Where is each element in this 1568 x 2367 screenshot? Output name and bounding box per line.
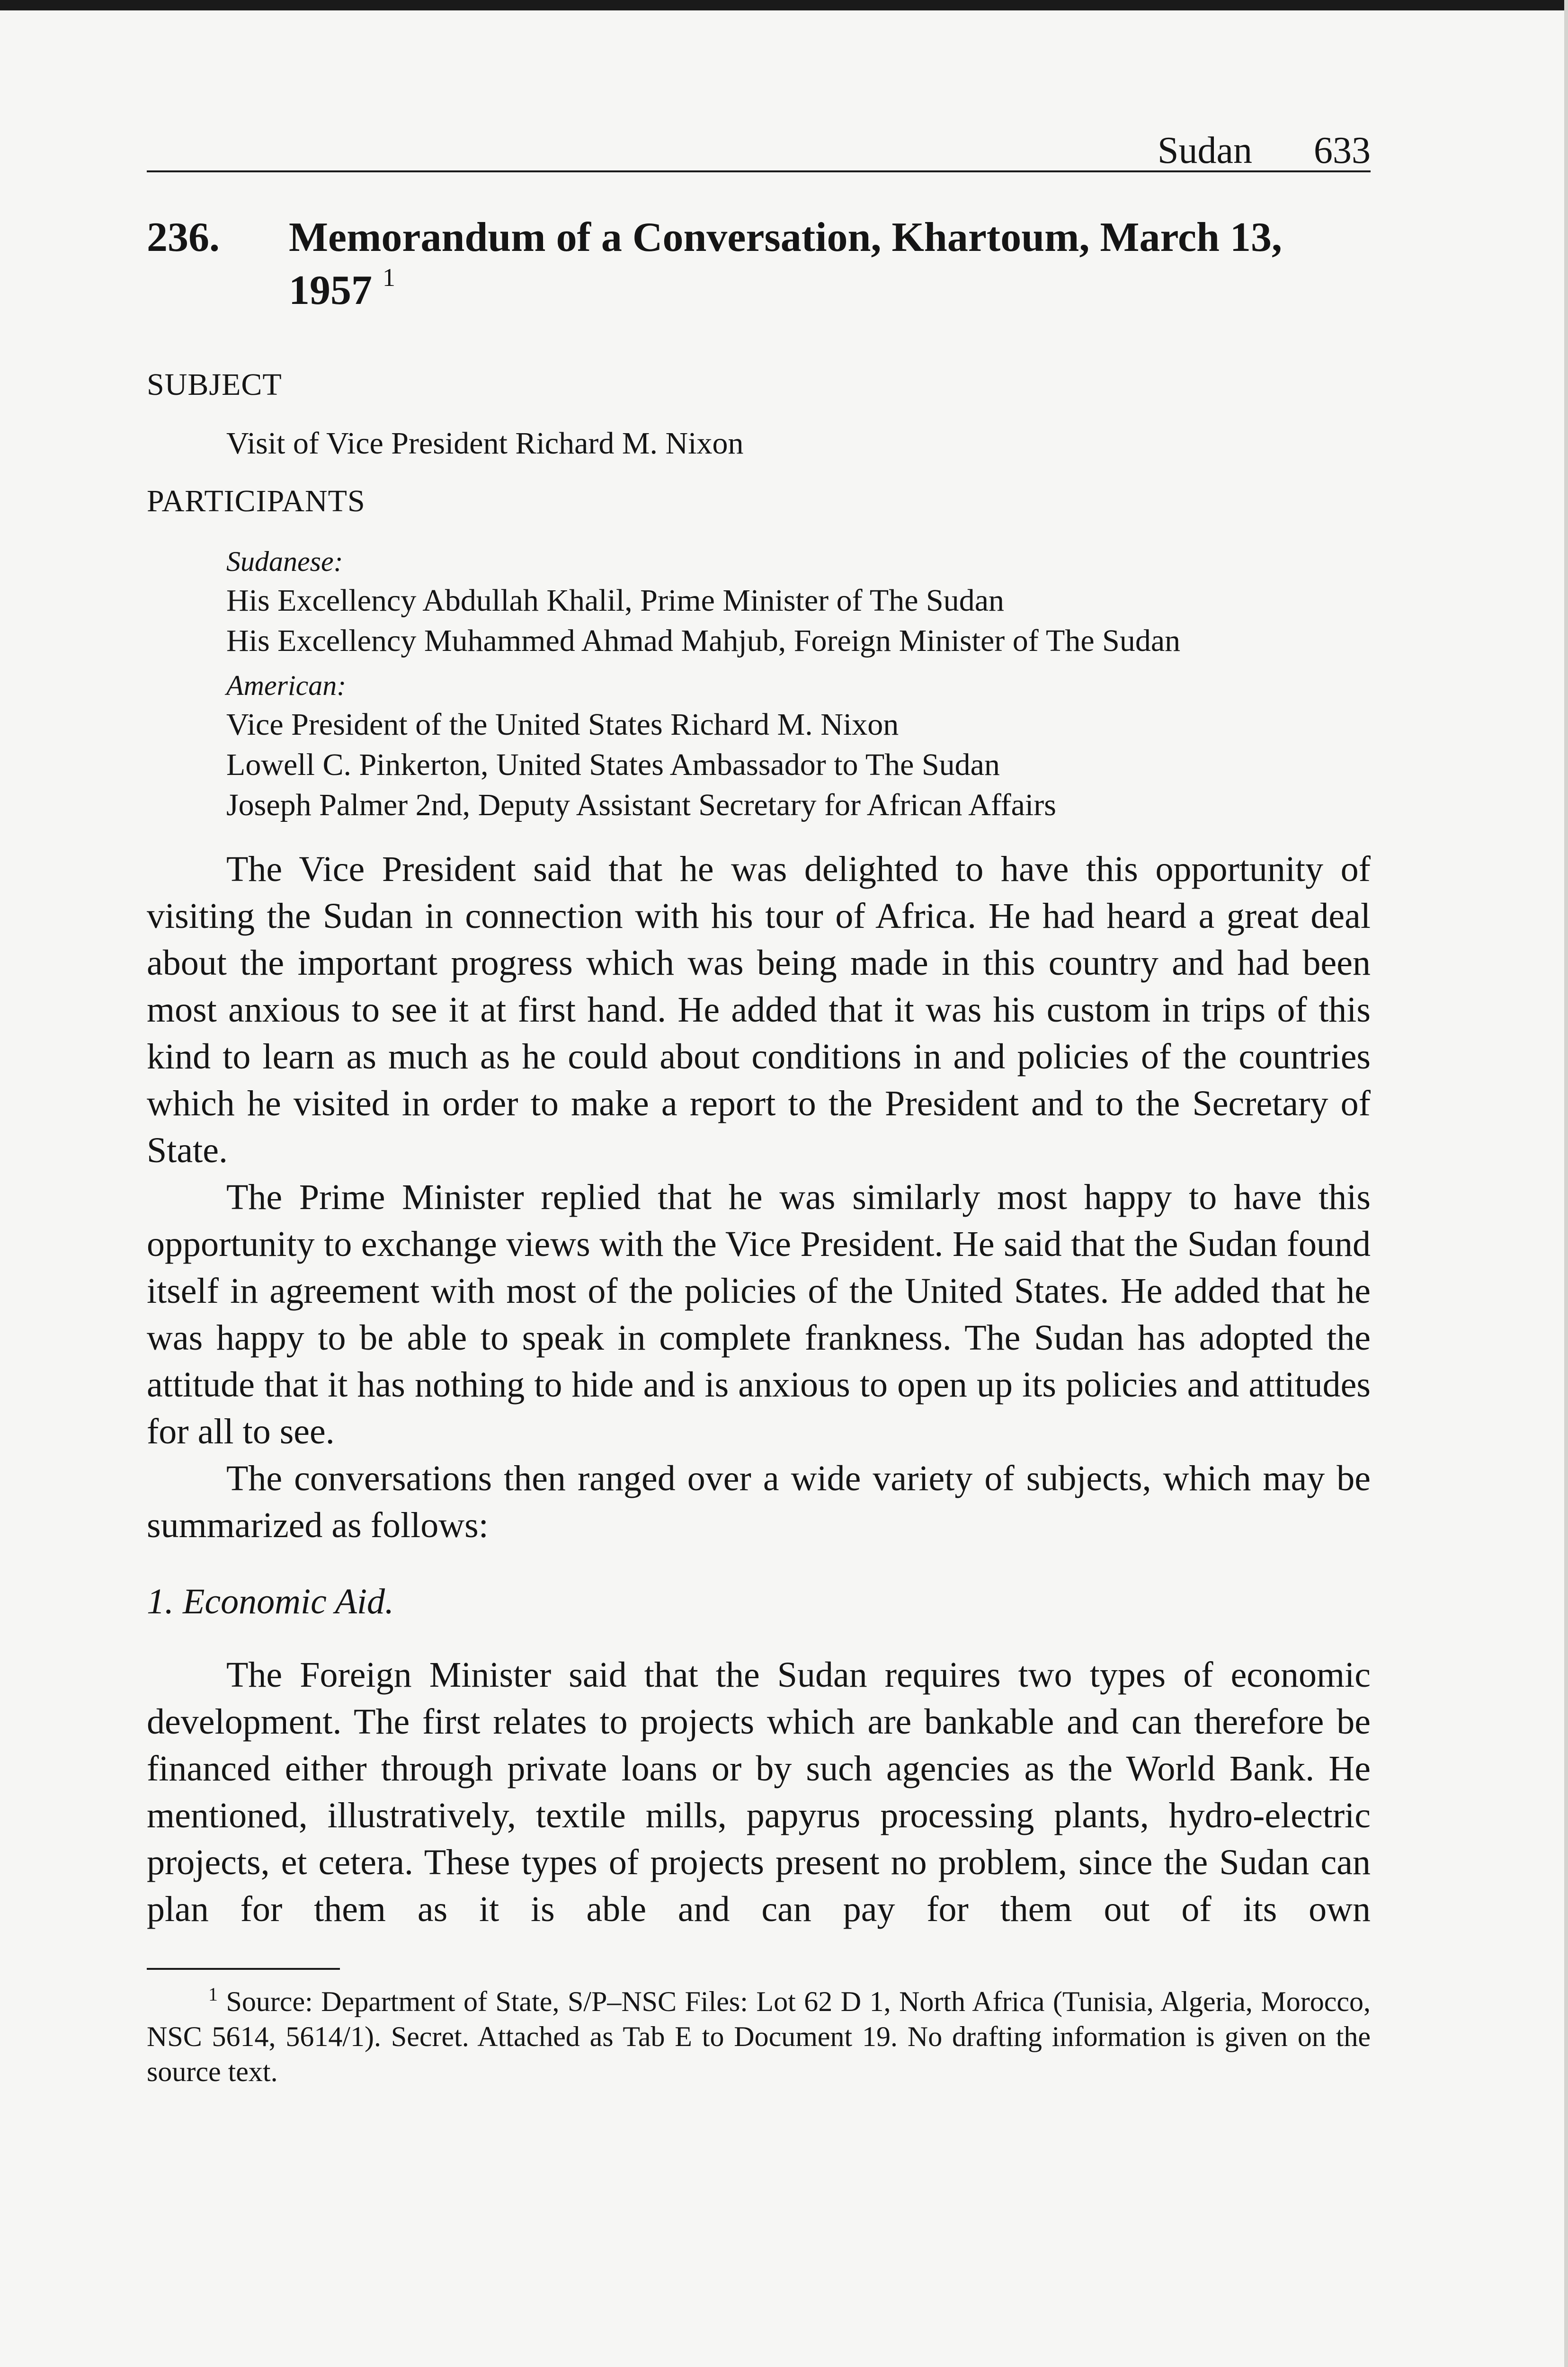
- running-head: [147, 118, 1371, 172]
- document-title-text: Memorandum of a Conversation, Khartoum, March 13, 1957: [289, 214, 1282, 313]
- participants-label: PARTICIPANTS: [147, 484, 365, 518]
- scan-right-edge: [1564, 0, 1568, 2367]
- section-heading: 1. Economic Aid.: [147, 1582, 394, 1621]
- page: [147, 118, 1371, 2089]
- footnote: [147, 1984, 1371, 2089]
- participant-group-sudanese: [226, 543, 1371, 661]
- footnote-text: Source: Department of State, S/P–NSC Files: Lot 62 D 1, North Africa (Tunisia, Algeria, Morocco, NSC 5614, 5614/1). Secret. Attached as Tab E to Document 19. No drafting information is given on the source text.: [147, 1986, 1371, 2087]
- body-paragraph: The conversations then ranged over a wide variety of subjects, which may be summarized as follows:: [147, 1459, 1371, 1545]
- participant-group-label: Sudanese:: [226, 546, 343, 577]
- participant: Lowell C. Pinkerton, United States Ambassador to The Sudan: [226, 747, 1000, 782]
- body-paragraph-continued: The Foreign Minister said that the Sudan requires two types of economic development. The first relates to projects which are bankable and can therefore be financed either through private loans or by such agencies as the World Bank. He mentioned, illustratively, textile mills, papyrus processing plants, hydro-electric projects, et cetera. These types of projects present no problem, since the Sudan can plan for them as it is able and can pay for them out of its own: [147, 1655, 1371, 1929]
- participant: Joseph Palmer 2nd, Deputy Assistant Secretary for African Affairs: [226, 788, 1056, 822]
- participant-group-label: American:: [226, 670, 347, 701]
- page-number: 633: [1314, 130, 1371, 171]
- scan-top-border: [0, 0, 1568, 10]
- participant: His Excellency Abdullah Khalil, Prime Minister of The Sudan: [226, 583, 1005, 618]
- footnote-marker: 1: [208, 1984, 218, 2005]
- body-paragraph: The Vice President said that he was delighted to have this opportunity of visiting the Sudan in connection with his tour of Africa. He had heard a great deal about the important progress which was being made in this country and had been most anxious to see it at first hand. He added that it was his custom in trips of this kind to learn as much as he could about conditions in and policies of the countries which he visited in order to make a report to the President and to the Secretary of State.: [147, 849, 1371, 1170]
- participant-group-american: [226, 667, 1371, 825]
- running-head-section: Sudan: [1158, 130, 1252, 171]
- footnote-reference[interactable]: 1: [383, 263, 395, 292]
- body-paragraph: The Prime Minister replied that he was similarly most happy to have this opportunity to exchange views with the Vice President. He said that the Sudan found itself in agreement with most of the policies of the United States. He added that he was happy to be able to speak in complete frankness. The Sudan has adopted the attitude that it has nothing to hide and is anxious to open up its policies and attitudes for all to see.: [147, 1177, 1371, 1451]
- participant: His Excellency Muhammed Ahmad Mahjub, Foreign Minister of The Sudan: [226, 623, 1181, 658]
- subject-label: SUBJECT: [147, 367, 282, 402]
- document-title: [289, 211, 1371, 317]
- subject-text: Visit of Vice President Richard M. Nixon: [226, 426, 744, 461]
- participant: Vice President of the United States Richard M. Nixon: [226, 707, 899, 742]
- footnote-divider: [147, 1968, 340, 1970]
- document-heading: [147, 211, 1371, 317]
- body-text: [147, 846, 1371, 1933]
- document-number: 236.: [147, 214, 220, 260]
